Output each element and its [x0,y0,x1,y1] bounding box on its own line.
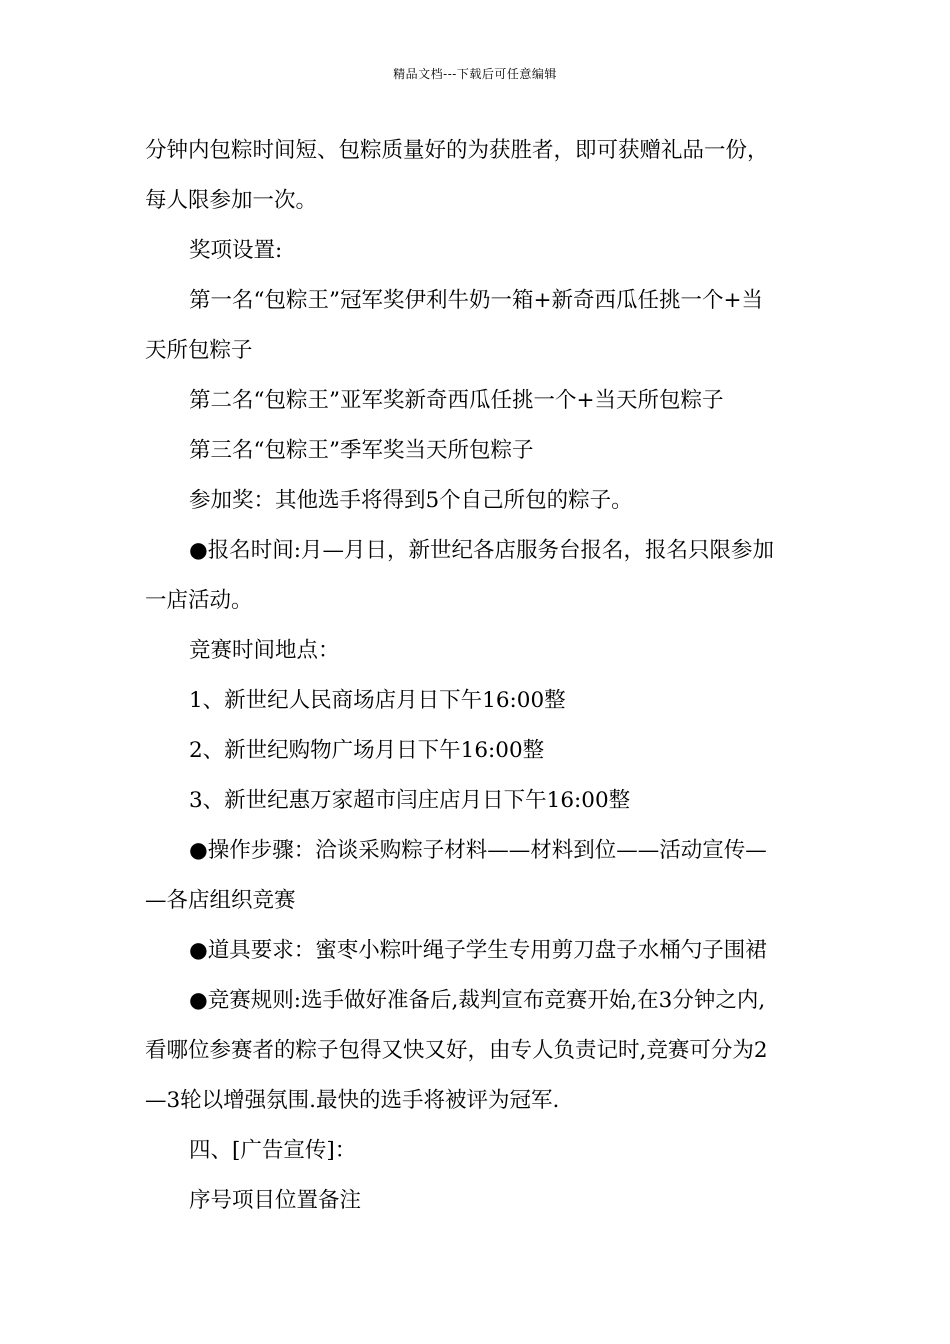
award-second: 第二名“包粽王”亚军奖新奇西瓜任挑一个+当天所包粽子 [189,388,724,413]
venue-item-3: 3、新世纪惠万家超市闫庄店月日下午16:00整 [189,788,631,813]
registration-line-2: 一店活动。 [145,588,253,613]
procedure-line-1: ●操作步骤：洽谈采购粽子材料——材料到位——活动宣传— [189,838,767,863]
registration-line-1: ●报名时间:月—月日，新世纪各店服务台报名，报名只限参加 [189,538,775,563]
body-line-2: 每人限参加一次。 [145,188,318,213]
venue-item-2: 2、新世纪购物广场月日下午16:00整 [189,738,545,763]
procedure-line-2: —各店组织竞赛 [145,888,296,913]
document-body [145,126,815,1226]
rules-line-2: 看哪位参赛者的粽子包得又快又好，由专人负责记时,竞赛可分为2 [145,1038,768,1063]
section-heading-awards: 奖项设置: [189,238,283,263]
section-heading-venues: 竞赛时间地点： [189,638,340,663]
body-line-1: 分钟内包粽时间短、包粽质量好的为获胜者，即可获赠礼品一份， [145,138,769,163]
page-header: 精品文档---下载后可任意编辑 [393,67,557,81]
rules-line-1: ●竞赛规则:选手做好准备后,裁判宣布竞赛开始,在3分钟之内, [189,988,766,1013]
award-third: 第三名“包粽王”季军奖当天所包粽子 [189,438,534,463]
rules-line-3: —3轮以增强氛围.最快的选手将被评为冠军. [145,1088,560,1113]
award-participation: 参加奖：其他选手将得到5个自己所包的粽子。 [189,488,633,513]
section-heading-advertising: 四、[广告宣传]： [189,1138,357,1163]
award-first-line-1: 第一名“包粽王”冠军奖伊利牛奶一箱+新奇西瓜任挑一个+当 [189,288,764,313]
venue-item-1: 1、新世纪人民商场店月日下午16:00整 [189,688,566,713]
award-first-line-2: 天所包粽子 [145,338,253,363]
table-header-line: 序号项目位置备注 [189,1188,362,1213]
props-requirements: ●道具要求：蜜枣小粽叶绳子学生专用剪刀盘子水桶勺子围裙 [189,938,767,963]
